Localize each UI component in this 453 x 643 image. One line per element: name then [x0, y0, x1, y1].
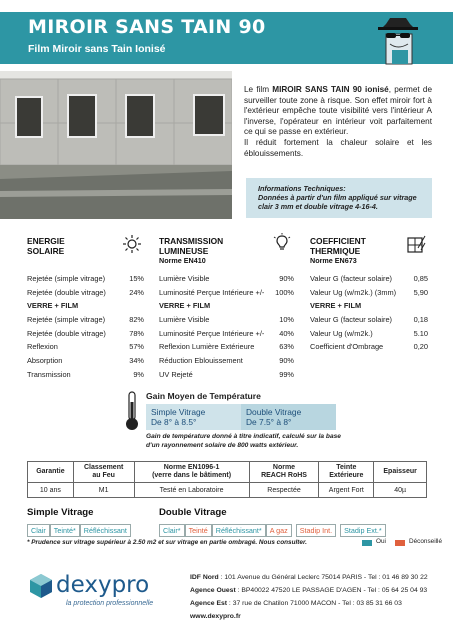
address-ouest: Agence Ouest : BP40022 47520 LE PASSAGE D'AGEN - Tel : 05 64 25 04 93 — [190, 587, 428, 594]
gain-note: Gain de température donné à titre indicatif, calculé sur la base d'un rayonnement solaire de 800 watts extérieur. — [146, 433, 341, 449]
legend-deconseille-swatch — [395, 540, 405, 546]
dexypro-logo-text: dexypro — [56, 572, 150, 598]
list-item: Reflexion 57% — [27, 342, 144, 352]
vitrage-chip: Stadip Int. — [296, 524, 336, 537]
table-header-row — [28, 462, 427, 483]
legend-oui-label: Oui — [376, 538, 386, 545]
table-cell: 40µ — [374, 483, 427, 498]
table-header: Norme EN1096-1 (verre dans le bâtiment) — [134, 462, 249, 483]
table-header: Garantie — [28, 462, 74, 483]
vitrage-chip: Réfléchissant* — [212, 524, 266, 537]
energie-title-2: SOLAIRE — [27, 246, 65, 256]
gain-title: Gain Moyen de Température — [146, 391, 261, 401]
page-subtitle: Film Miroir sans Tain Ionisé — [28, 43, 166, 55]
list-item: Valeur G (facteur solaire) 0,18 — [310, 315, 428, 325]
building-photo — [0, 71, 232, 219]
list-item: Lumière Visible 10% — [159, 315, 294, 325]
table-cell: Testé en Laboratoire — [134, 483, 249, 498]
coefficient-norm: Norme EN673 — [310, 256, 357, 265]
vitrage-chip: Réfléchissant — [80, 524, 131, 537]
lightbulb-icon — [272, 233, 292, 253]
double-vitrage-title: Double Vitrage — [159, 507, 227, 518]
footnote: * Prudence sur vitrage supérieur à 2.50 m2 et sur vitrage en partie ombragé. Nous consulter. — [27, 539, 307, 546]
legend-oui-swatch — [362, 540, 372, 546]
page-title: MIROIR SANS TAIN 90 — [28, 16, 266, 38]
list-item: Réduction Eblouissement 90% — [159, 356, 294, 366]
table-header: Norme REACH RoHS — [249, 462, 319, 483]
list-item: Luminosité Perçue Intérieure +/- 40% — [159, 328, 294, 338]
list-item: Transmission 9% — [27, 369, 144, 379]
list-item: Valeur Ug (w/m2k.) (3mm) 5,90 — [310, 287, 428, 297]
list-item: UV Rejeté 99% — [159, 369, 294, 379]
list-item: Lumière Visible 90% — [159, 274, 294, 283]
transmission-lumineuse-column — [159, 236, 294, 382]
vitrage-chip: Teinté — [185, 524, 212, 537]
intro-paragraph: Le film MIROIR SANS TAIN 90 ionisé, permet de surveiller toute zone à risque. Son effet miroir fort à l'extérieur empêche toute visibilité vers l'intérieur A l'inverse, l'opérateur en intérieur voit parfaitement ce qui se passe en extérieur. Il réduit fortement la chaleur solaire et les éblouissements. — [244, 85, 433, 158]
list-item: Valeur G (facteur solaire) 0,85 — [310, 274, 428, 283]
list-item: Absorption 34% — [27, 356, 144, 366]
info-body: Données à partir d'un film appliqué sur vitrage clair 3 mm et double vitrage 4-16-4. — [258, 193, 417, 211]
table-cell: Argent Fort — [319, 483, 374, 498]
address-idf: IDF Nord : 101 Avenue du Général Leclerc 75014 PARIS - Tel : 01 46 89 30 22 — [190, 574, 428, 581]
list-item: Coefficient d'Ombrage 0,20 — [310, 342, 428, 352]
vitrage-chip: Clair — [27, 524, 50, 537]
section-label: VERRE + FILM — [27, 301, 79, 311]
list-item: Rejetée (simple vitrage) 15% — [27, 274, 144, 283]
table-cell: Respectée — [249, 483, 319, 498]
table-header: Classement au Feu — [73, 462, 134, 483]
list-item: Rejetée (double vitrage) 24% — [27, 287, 144, 297]
table-row — [28, 483, 427, 498]
address-est: Agence Est : 37 rue de Chatilon 71000 MACON - Tel : 03 85 31 66 03 — [190, 600, 402, 607]
simple-vitrage-title: Simple Vitrage — [27, 507, 94, 518]
transmission-title-1: TRANSMISSION — [159, 236, 224, 246]
table-cell: M1 — [73, 483, 134, 498]
transmission-title-2: LUMINEUSE — [159, 246, 209, 256]
energie-title-1: ENERGIE — [27, 236, 65, 246]
coefficient-title-2: THERMIQUE — [310, 246, 361, 256]
spy-mascot-icon — [372, 14, 424, 66]
window-sun-icon — [406, 234, 426, 254]
gain-double-box: Double Vitrage De 7.5° à 8° — [241, 404, 336, 430]
table-header: Teinte Extérieure — [319, 462, 374, 483]
sun-icon — [122, 234, 142, 254]
list-item: Valeur Ug (w/m2k.) 5.10 — [310, 328, 428, 338]
list-item: Reflexion Lumière Extérieure 63% — [159, 342, 294, 352]
spec-table — [27, 461, 427, 498]
info-title: Informations Techniques: — [258, 184, 346, 193]
section-label: VERRE + FILM — [310, 301, 362, 311]
thermometer-icon — [124, 390, 140, 432]
vitrage-chip: A gaz — [266, 524, 292, 537]
table-header: Epaisseur — [374, 462, 427, 483]
website-link[interactable]: www.dexypro.fr — [190, 613, 241, 620]
vitrage-chip: Teinté* — [50, 524, 80, 537]
double-vitrage-list — [159, 520, 386, 538]
list-item: Luminosité Perçue Intérieure +/- 100% — [159, 287, 294, 297]
logo-tagline: la protection professionnelle — [66, 600, 154, 607]
vitrage-chip: Stadip Ext.* — [340, 524, 386, 537]
list-item: Rejetée (simple vitrage) 82% — [27, 315, 144, 325]
dexypro-logo-icon — [28, 572, 54, 600]
transmission-norm: Norme EN410 — [159, 256, 206, 265]
vitrage-chip: Clair* — [159, 524, 185, 537]
energie-solaire-column — [27, 236, 144, 382]
table-cell: 10 ans — [28, 483, 74, 498]
list-item: Rejetée (double vitrage) 78% — [27, 328, 144, 338]
legend-deconseille-label: Déconseillé — [409, 538, 443, 545]
gain-simple-box: Simple Vitrage De 8° à 8.5° — [146, 404, 241, 430]
section-label: VERRE + FILM — [159, 301, 211, 311]
simple-vitrage-list — [27, 520, 131, 538]
coefficient-title-1: COEFFICIENT — [310, 236, 366, 246]
